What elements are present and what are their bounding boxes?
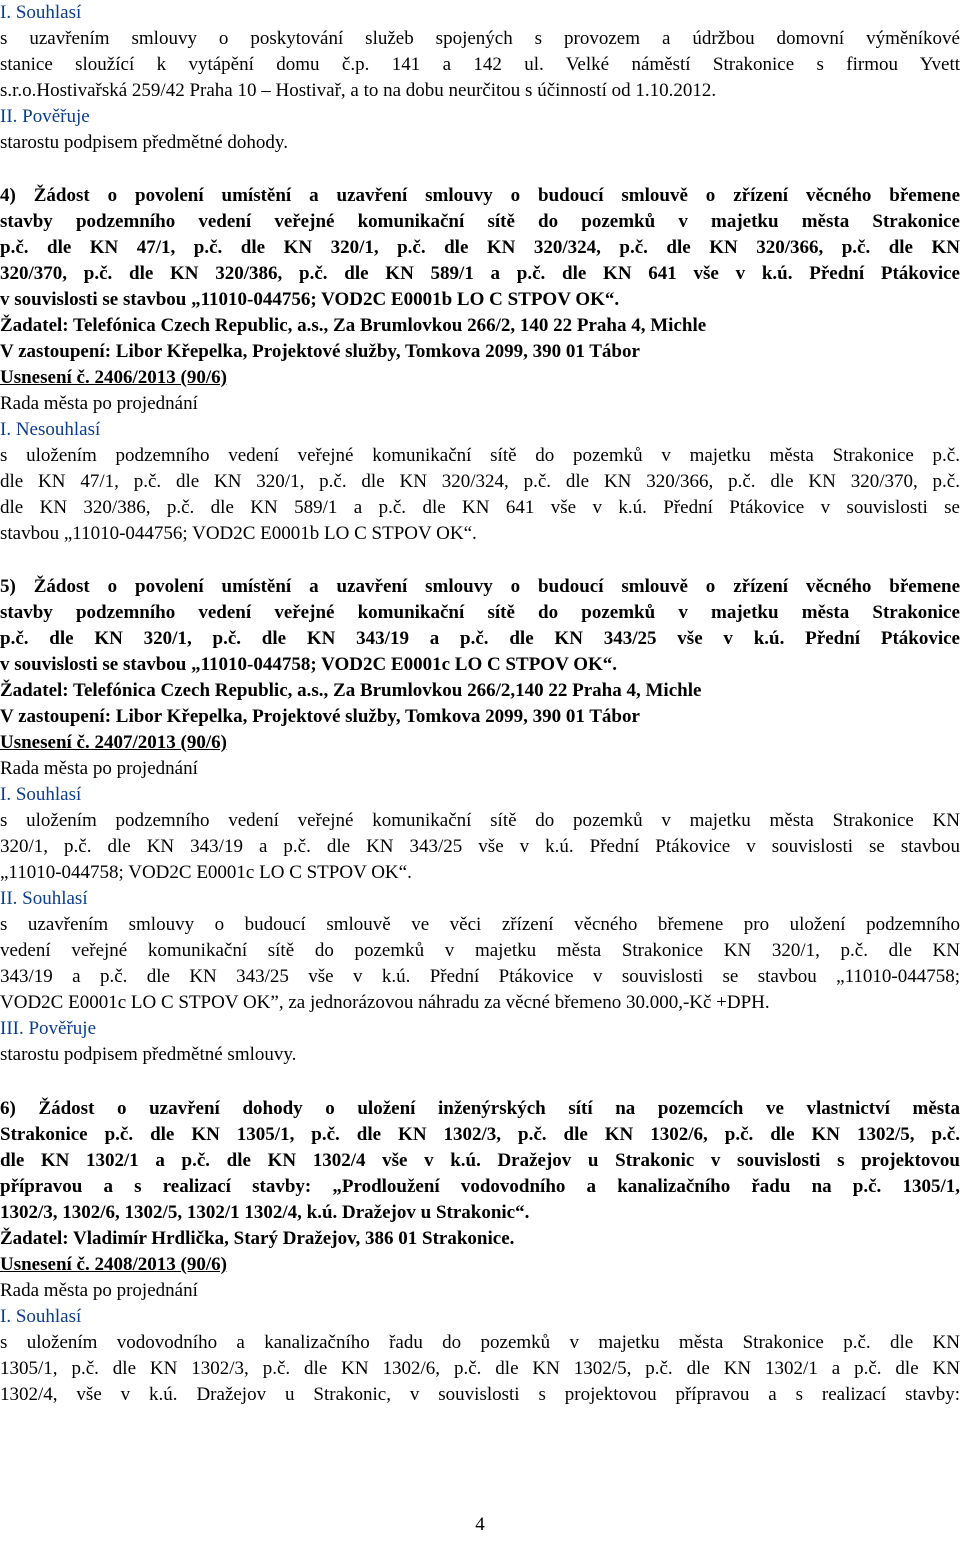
text-line: p.č. dle KN 47/1, p.č. dle KN 320/1, p.č. dle KN 320/324, p.č. dle KN 320/366, p.č. dle KN — [0, 237, 960, 258]
text-line: starostu podpisem předmětné smlouvy. — [0, 1044, 297, 1065]
text-line: stavbou „11010-044756; VOD2C E0001b LO C STPOV OK“. — [0, 523, 477, 544]
text-line: Usnesení č. 2406/2013 (90/6) — [0, 367, 227, 388]
text-line: s uložením podzemního vedení veřejné komunikační sítě do pozemků v majetku města Strakonice p.č. — [0, 445, 960, 466]
text-line: I. Souhlasí — [0, 1306, 82, 1327]
text-line: VOD2C E0001c LO C STPOV OK”, za jednorázovou náhradu za věcné břemeno 30.000,-Kč +DPH. — [0, 992, 770, 1013]
text-line: 343/19 a p.č. dle KN 343/25 vše v k.ú. Přední Ptákovice v souvislosti se stavbou „11010-044758; — [0, 966, 960, 987]
text-line: V zastoupení: Libor Křepelka, Projektové služby, Tomkova 2099, 390 01 Tábor — [0, 706, 640, 727]
text-line: V zastoupení: Libor Křepelka, Projektové služby, Tomkova 2099, 390 01 Tábor — [0, 341, 640, 362]
text-line: stavby podzemního vedení veřejné komunikační sítě do pozemků v majetku města Strakonice — [0, 211, 960, 232]
text-line: s uložením podzemního vedení veřejné komunikační sítě do pozemků v majetku města Strakonice KN — [0, 810, 960, 831]
text-line: I. Souhlasí — [0, 784, 82, 805]
text-line: v souvislosti se stavbou „11010-044756; VOD2C E0001b LO C STPOV OK“. — [0, 289, 620, 310]
text-line: Usnesení č. 2407/2013 (90/6) — [0, 732, 227, 753]
text-line: Žadatel: Vladimír Hrdlička, Starý Dražejov, 386 01 Strakonice. — [0, 1228, 515, 1249]
text-line: dle KN 1302/1 a p.č. dle KN 1302/4 vše v k.ú. Dražejov u Strakonic v souvislosti s projektovou — [0, 1150, 960, 1171]
text-line: přípravou a s realizací stavby: „Prodloužení vodovodního a kanalizačního řadu na p.č. 1305/1, — [0, 1176, 960, 1197]
text-line: Strakonice p.č. dle KN 1305/1, p.č. dle KN 1302/3, p.č. dle KN 1302/6, p.č. dle KN 1302/5, p.č. — [0, 1124, 960, 1145]
text-line: s uzavřením smlouvy o budoucí smlouvě ve věci zřízení věcného břemene pro uložení podzemního — [0, 914, 960, 935]
text-line: dle KN 47/1, p.č. dle KN 320/1, p.č. dle KN 320/324, p.č. dle KN 320/366, p.č. dle KN 320/370, p.č. — [0, 471, 960, 492]
text-line: stanice sloužící k vytápění domu č.p. 141 a 142 ul. Velké náměstí Strakonice s firmou Yvett — [0, 54, 960, 75]
text-line: 4) Žádost o povolení umístění a uzavření smlouvy o budoucí smlouvě o zřízení věcného břemene — [0, 185, 960, 206]
text-line: p.č. dle KN 320/1, p.č. dle KN 343/19 a p.č. dle KN 343/25 vše v k.ú. Přední Ptákovice — [0, 628, 960, 649]
text-line: s uložením vodovodního a kanalizačního řadu do pozemků v majetku města Strakonice p.č. dle KN — [0, 1332, 960, 1353]
text-line: I. Nesouhlasí — [0, 419, 101, 440]
text-line: III. Pověřuje — [0, 1018, 97, 1039]
page-number: 4 — [475, 1514, 485, 1535]
text-line: II. Souhlasí — [0, 888, 88, 909]
text-line: Rada města po projednání — [0, 393, 198, 414]
text-line: „11010-044758; VOD2C E0001c LO C STPOV OK“. — [0, 862, 412, 883]
text-line: 5) Žádost o povolení umístění a uzavření smlouvy o budoucí smlouvě o zřízení věcného břemene — [0, 576, 960, 597]
text-line: s.r.o.Hostivařská 259/42 Praha 10 – Hostivař, a to na dobu neurčitou s účinností od 1.10.2012. — [0, 80, 717, 101]
text-line: Žadatel: Telefónica Czech Republic, a.s., Za Brumlovkou 266/2, 140 22 Praha 4, Michle — [0, 315, 707, 336]
text-line: 320/1, p.č. dle KN 343/19 a p.č. dle KN 343/25 vše v k.ú. Přední Ptákovice v souvislosti se stavbou — [0, 836, 960, 857]
text-line: vedení veřejné komunikační sítě do pozemků v majetku města Strakonice KN 320/1, p.č. dle KN — [0, 940, 960, 961]
text-line: starostu podpisem předmětné dohody. — [0, 132, 288, 153]
text-line: 6) Žádost o uzavření dohody o uložení inženýrských sítí na pozemcích ve vlastnictví města — [0, 1098, 960, 1119]
text-line: Žadatel: Telefónica Czech Republic, a.s., Za Brumlovkou 266/2,140 22 Praha 4, Michle — [0, 680, 702, 701]
text-line: Rada města po projednání — [0, 758, 198, 779]
text-line: 1305/1, p.č. dle KN 1302/3, p.č. dle KN 1302/6, p.č. dle KN 1302/5, p.č. dle KN 1302/1 a p.č. dle KN — [0, 1358, 960, 1379]
text-line: I. Souhlasí — [0, 2, 82, 23]
text-line: Rada města po projednání — [0, 1280, 198, 1301]
text-line: II. Pověřuje — [0, 106, 90, 127]
text-line: s uzavřením smlouvy o poskytování služeb spojených s provozem a údržbou domovní výměníkové — [0, 28, 960, 49]
text-line: Usnesení č. 2408/2013 (90/6) — [0, 1254, 227, 1275]
text-line: 1302/4, vše v k.ú. Dražejov u Strakonic, v souvislosti s projektovou přípravou a s realizací stavby: — [0, 1384, 960, 1405]
text-line: stavby podzemního vedení veřejné komunikační sítě do pozemků v majetku města Strakonice — [0, 602, 960, 623]
text-line: v souvislosti se stavbou „11010-044758; VOD2C E0001c LO C STPOV OK“. — [0, 654, 618, 675]
text-line: 320/370, p.č. dle KN 320/386, p.č. dle KN 589/1 a p.č. dle KN 641 vše v k.ú. Přední Ptákovice — [0, 263, 960, 284]
text-line: 1302/3, 1302/6, 1302/5, 1302/1 1302/4, k.ú. Dražejov u Strakonic“. — [0, 1202, 530, 1223]
text-line: dle KN 320/386, p.č. dle KN 589/1 a p.č. dle KN 641 vše v k.ú. Přední Ptákovice v souvislosti se — [0, 497, 960, 518]
